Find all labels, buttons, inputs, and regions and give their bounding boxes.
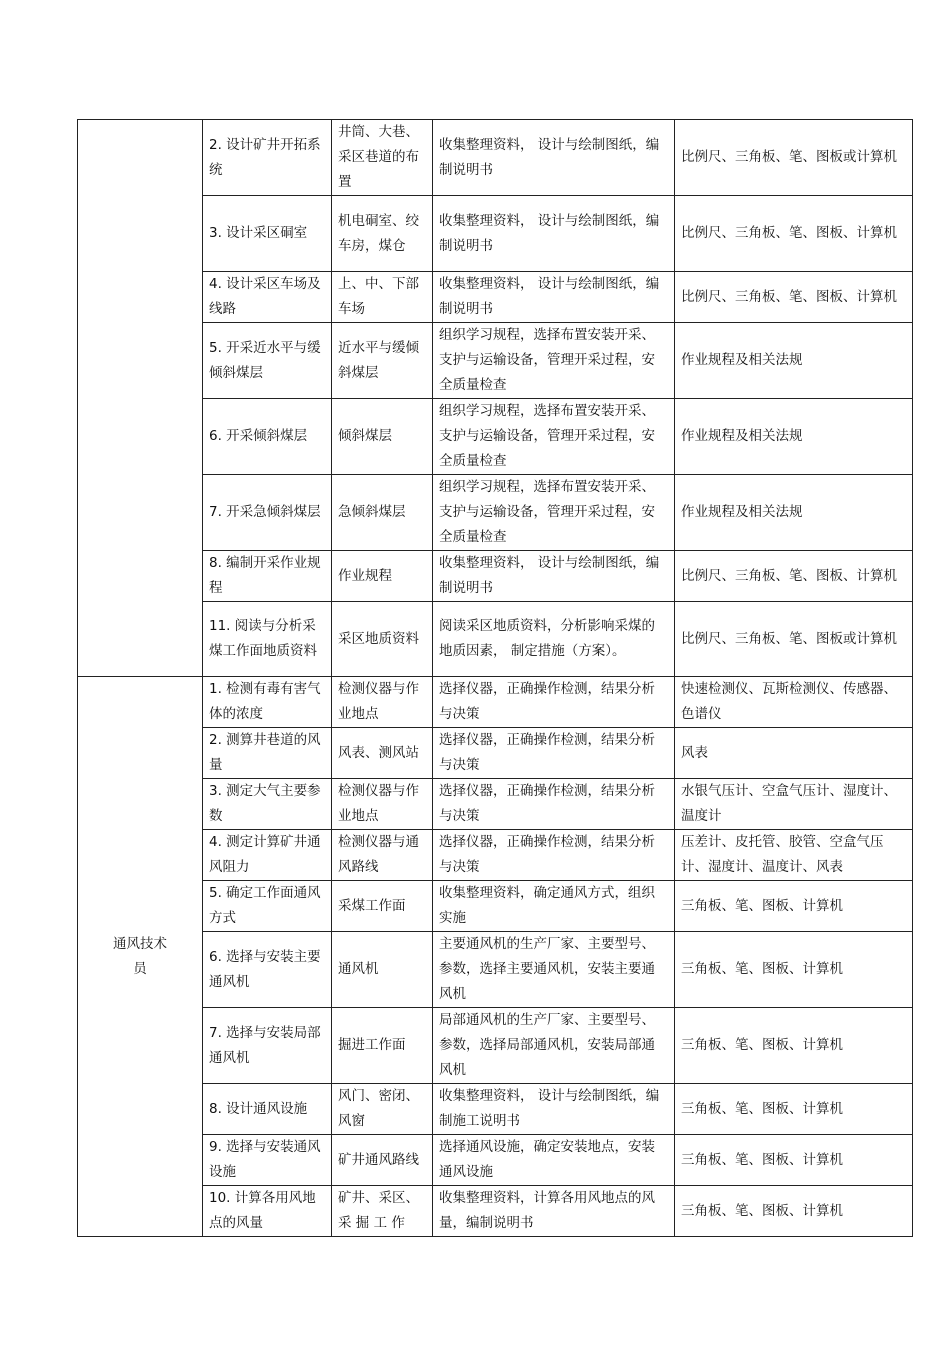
tools-cell: 比例尺、三角板、笔、图板或计算机 [675, 602, 913, 677]
tools-cell: 压差计、皮托管、胶管、空盒气压计、湿度计、温度计、风表 [675, 830, 913, 881]
object-cell: 风表、测风站 [332, 728, 433, 779]
task-cell: 1. 检测有毒有害气体的浓度 [203, 677, 332, 728]
table-row [78, 1084, 913, 1135]
tools-cell: 比例尺、三角板、笔、图板、计算机 [675, 551, 913, 602]
task-cell: 6. 开采倾斜煤层 [203, 399, 332, 475]
work-cell: 局部通风机的生产厂家、主要型号、参数，选择局部通风机，安装局部通风机 [433, 1008, 675, 1084]
table-row [78, 677, 913, 728]
object-cell: 井筒、大巷、采区巷道的布置 [332, 120, 433, 196]
work-cell: 选择仪器，正确操作检测，结果分析与决策 [433, 728, 675, 779]
tools-cell: 三角板、笔、图板、计算机 [675, 932, 913, 1008]
table-row [78, 779, 913, 830]
object-cell: 掘进工作面 [332, 1008, 433, 1084]
task-cell: 7. 选择与安装局部通风机 [203, 1008, 332, 1084]
task-cell: 8. 设计通风设施 [203, 1084, 332, 1135]
task-cell: 9. 选择与安装通风设施 [203, 1135, 332, 1186]
object-cell: 采区地质资料 [332, 602, 433, 677]
work-cell: 选择仪器，正确操作检测，结果分析与决策 [433, 677, 675, 728]
work-cell: 主要通风机的生产厂家、主要型号、参数，选择主要通风机，安装主要通风机 [433, 932, 675, 1008]
object-cell: 检测仪器与作业地点 [332, 779, 433, 830]
table-row [78, 551, 913, 602]
tools-cell: 作业规程及相关法规 [675, 399, 913, 475]
table-row [78, 1186, 913, 1237]
role-label: 通风技术员 [113, 935, 167, 977]
tools-cell: 三角板、笔、图板、计算机 [675, 1186, 913, 1237]
tools-cell: 作业规程及相关法规 [675, 323, 913, 399]
work-cell: 收集整理资料， 设计与绘制图纸，编制说明书 [433, 196, 675, 272]
table-row [78, 1135, 913, 1186]
object-cell: 矿井、采区、采 掘 工 作 [332, 1186, 433, 1237]
tools-cell: 风表 [675, 728, 913, 779]
tools-cell: 作业规程及相关法规 [675, 475, 913, 551]
work-cell: 收集整理资料，计算各用风地点的风量，编制说明书 [433, 1186, 675, 1237]
task-cell: 10. 计算各用风地点的风量 [203, 1186, 332, 1237]
task-cell: 2. 设计矿井开拓系统 [203, 120, 332, 196]
task-cell: 4. 测定计算矿井通风阻力 [203, 830, 332, 881]
object-cell: 上、中、下部车场 [332, 272, 433, 323]
task-cell: 3. 设计采区硐室 [203, 196, 332, 272]
object-cell: 急倾斜煤层 [332, 475, 433, 551]
work-cell: 组织学习规程，选择布置安装开采、支护与运输设备，管理开采过程，安全质量检查 [433, 475, 675, 551]
object-cell: 近水平与缓倾斜煤层 [332, 323, 433, 399]
task-cell: 6. 选择与安装主要通风机 [203, 932, 332, 1008]
object-cell: 检测仪器与作业地点 [332, 677, 433, 728]
table-row [78, 475, 913, 551]
object-cell: 机电硐室、绞车房，煤仓 [332, 196, 433, 272]
object-cell: 倾斜煤层 [332, 399, 433, 475]
job-task-table [77, 119, 913, 1237]
object-cell: 检测仪器与通风路线 [332, 830, 433, 881]
work-cell: 收集整理资料， 设计与绘制图纸，编制说明书 [433, 272, 675, 323]
work-cell: 收集整理资料， 设计与绘制图纸，编制说明书 [433, 551, 675, 602]
task-cell: 7. 开采急倾斜煤层 [203, 475, 332, 551]
task-cell: 2. 测算井巷道的风量 [203, 728, 332, 779]
task-cell: 3. 测定大气主要参数 [203, 779, 332, 830]
object-cell: 作业规程 [332, 551, 433, 602]
role-cell [78, 120, 203, 677]
task-cell: 11. 阅读与分析采煤工作面地质资料 [203, 602, 332, 677]
table-row [78, 728, 913, 779]
work-cell: 阅读采区地质资料，分析影响采煤的地质因素， 制定措施（方案）。 [433, 602, 675, 677]
tools-cell: 快速检测仪、瓦斯检测仪、传感器、色谱仪 [675, 677, 913, 728]
table-row [78, 323, 913, 399]
object-cell: 通风机 [332, 932, 433, 1008]
work-cell: 收集整理资料， 设计与绘制图纸，编制施工说明书 [433, 1084, 675, 1135]
object-cell: 风门、密闭、风窗 [332, 1084, 433, 1135]
work-cell: 收集整理资料，确定通风方式，组织实施 [433, 881, 675, 932]
object-cell: 采煤工作面 [332, 881, 433, 932]
table-row [78, 602, 913, 677]
table-row [78, 120, 913, 196]
task-cell: 5. 开采近水平与缓倾斜煤层 [203, 323, 332, 399]
table-row [78, 881, 913, 932]
task-cell: 5. 确定工作面通风方式 [203, 881, 332, 932]
table-body [78, 120, 913, 1237]
work-cell: 组织学习规程，选择布置安装开采、支护与运输设备，管理开采过程，安全质量检查 [433, 399, 675, 475]
table-row [78, 399, 913, 475]
task-cell: 4. 设计采区车场及线路 [203, 272, 332, 323]
role-cell [78, 677, 203, 1237]
work-cell: 选择仪器，正确操作检测，结果分析与决策 [433, 830, 675, 881]
tools-cell: 三角板、笔、图板、计算机 [675, 1135, 913, 1186]
tools-cell: 比例尺、三角板、笔、图板、计算机 [675, 196, 913, 272]
table-row [78, 830, 913, 881]
table-row [78, 272, 913, 323]
work-cell: 收集整理资料， 设计与绘制图纸，编制说明书 [433, 120, 675, 196]
object-cell: 矿井通风路线 [332, 1135, 433, 1186]
tools-cell: 比例尺、三角板、笔、图板、计算机 [675, 272, 913, 323]
tools-cell: 三角板、笔、图板、计算机 [675, 881, 913, 932]
tools-cell: 三角板、笔、图板、计算机 [675, 1084, 913, 1135]
work-cell: 选择通风设施，确定安装地点，安装通风设施 [433, 1135, 675, 1186]
table-row [78, 196, 913, 272]
tools-cell: 三角板、笔、图板、计算机 [675, 1008, 913, 1084]
work-cell: 组织学习规程，选择布置安装开采、支护与运输设备，管理开采过程，安全质量检查 [433, 323, 675, 399]
tools-cell: 水银气压计、空盒气压计、湿度计、温度计 [675, 779, 913, 830]
work-cell: 选择仪器，正确操作检测，结果分析与决策 [433, 779, 675, 830]
task-cell: 8. 编制开采作业规程 [203, 551, 332, 602]
table-row [78, 1008, 913, 1084]
tools-cell: 比例尺、三角板、笔、图板或计算机 [675, 120, 913, 196]
table-row [78, 932, 913, 1008]
